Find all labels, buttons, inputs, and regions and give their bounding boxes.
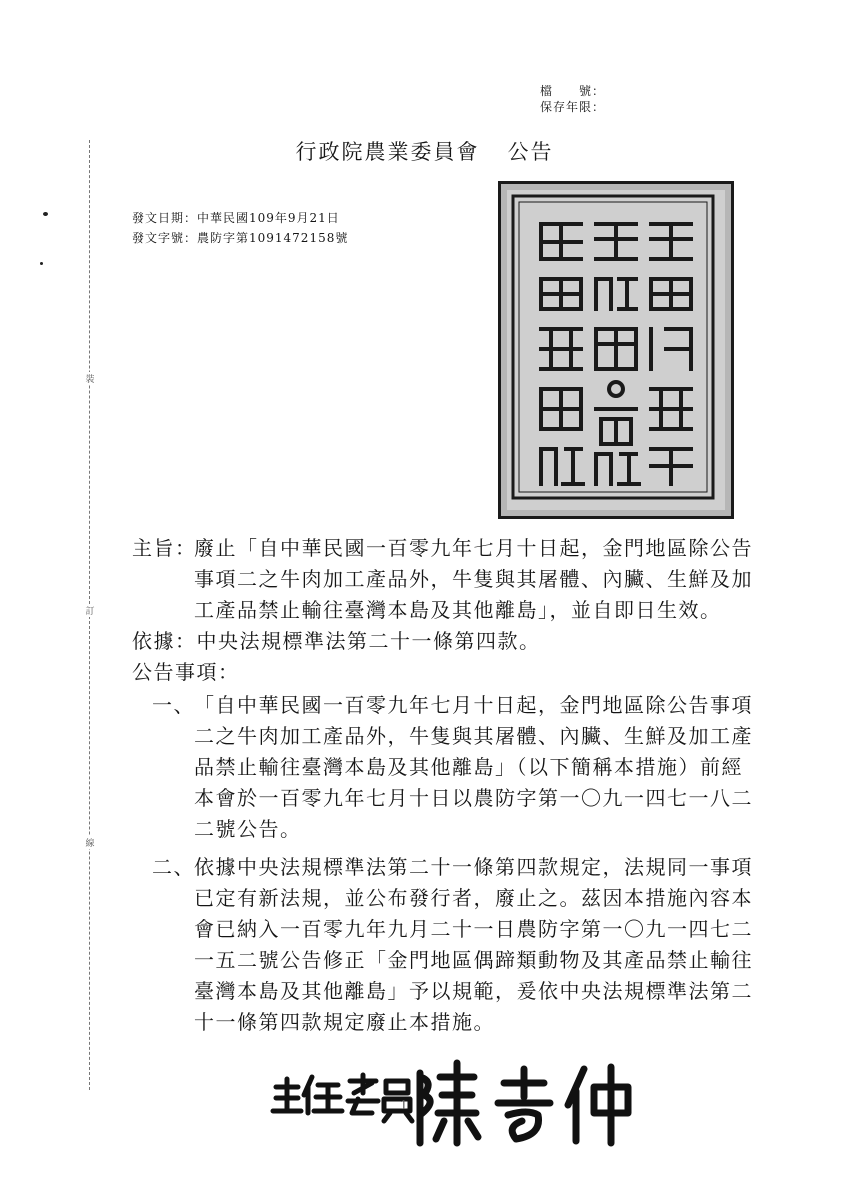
item-1-number: 一、 [152,693,195,717]
signature [268,1055,648,1154]
item-line: 一五二號公告修正「金門地區偶蹄類動物及其產品禁止輸往 [194,948,753,972]
binding-mark-xian: 線 [82,836,98,849]
item-line: 本會於一百零九年七月十日以農防字第一〇九一四七一八二 [194,786,753,810]
item-2-number: 二、 [152,855,195,879]
item-line: 依據中央法規標準法第二十一條第四款規定，法規同一事項 [194,855,753,879]
signature-image [268,1055,648,1150]
announcement-label: 公告事項： [132,660,240,684]
subject-label: 主旨： [132,536,197,560]
basis-label: 依據： [132,629,197,653]
issue-number: 發文字號：農防字第1091472158號 [132,231,349,245]
subject-text [194,533,774,626]
subject-line: 工產品禁止輸往臺灣本島及其他離島」，並自即日生效。 [194,598,722,622]
binding-mark-zhuang: 裝 [82,372,98,385]
document-title [0,136,849,166]
item-line: 二之牛肉加工產品外，牛隻與其屠體、內臟、生鮮及加工產 [194,724,753,748]
page-number: 1 [400,1098,410,1112]
issue-date: 發文日期：中華民國109年9月21日 [132,211,340,225]
basis [132,626,772,657]
item-line: 「自中華民國一百零九年七月十日起，金門地區除公告事項 [194,693,753,717]
item-line: 品禁止輸往臺灣本島及其他離島」（以下簡稱本措施）前經 [194,755,743,779]
item-line: 二號公告。 [194,817,302,841]
seal-glyphs-image [501,184,725,510]
retention-period-label: 保存年限： [540,100,606,114]
scan-speck [43,212,48,216]
item-line: 十一條第四款規定廢止本措施。 [194,1010,495,1034]
agency-name: 行政院農業委員會 [295,140,480,164]
binding-mark-ding: 訂 [82,604,98,617]
announcement-item-1 [194,690,774,845]
item-line: 已定有新法規，並公布發行者，廢止之。茲因本措施內容本 [194,886,753,910]
file-number-label: 檔 號： [540,84,606,98]
basis-text: 中央法規標準法第二十一條第四款。 [196,629,541,653]
announcement-item-2 [194,852,774,1038]
document-type: 公告 [507,140,554,164]
item-line: 會已納入一百零九年九月二十一日農防字第一〇九一四七二 [194,917,753,941]
issue-info [132,208,348,248]
subject-line: 事項二之牛肉加工產品外，牛隻與其屠體、內臟、生鮮及加 [194,567,753,591]
item-line: 臺灣本島及其他離島」予以規範，爰依中央法規標準法第二 [194,979,753,1003]
official-seal [498,181,734,519]
scan-speck [40,262,43,265]
subject-line: 廢止「自中華民國一百零九年七月十日起，金門地區除公告 [194,536,753,560]
